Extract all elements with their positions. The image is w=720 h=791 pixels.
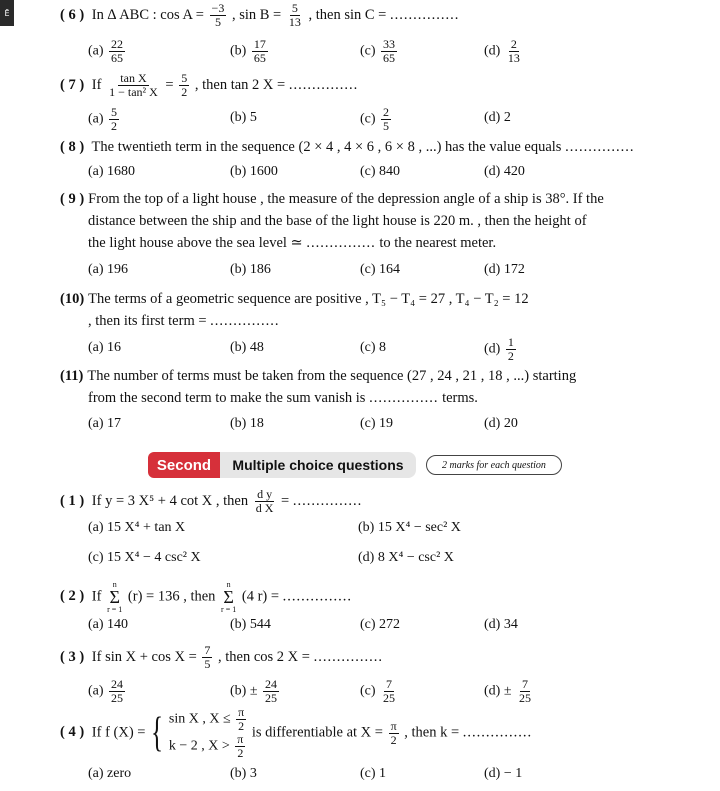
option-b[interactable]: (b) 1600	[230, 164, 278, 179]
question-6: ( 6 ) In ∆ ABC : cos A = $\frac{-3}{5}$ , sin B = $\frac{5}{13}$ , then sin C = ...............	[60, 1, 460, 29]
question-7: ( 7 ) If $\frac{\text{tan X}}{\text{1 − tan² X}}$ = $\frac{5}{2}$ , then tan 2 X = ...............	[60, 71, 359, 99]
fraction: $\frac{-3}{5}$	[211, 1, 225, 29]
option-d[interactable]: (d) 34	[484, 617, 518, 632]
option-b[interactable]: (b) ± $\frac{24}{25}$	[230, 677, 278, 705]
option-b[interactable]: (b) 544	[230, 617, 271, 632]
option-d[interactable]: (d) $\frac{2}{13}$	[484, 37, 520, 65]
option-d[interactable]: (d) 420	[484, 164, 525, 179]
section-label: Second	[148, 452, 220, 478]
option-d[interactable]: (d) 20	[484, 416, 518, 431]
option-a[interactable]: (a) zero	[88, 766, 132, 781]
option-a[interactable]: (a) 1680	[88, 164, 136, 179]
option-b[interactable]: (b) 5	[230, 110, 257, 125]
options-q9	[88, 258, 690, 282]
sigma-sum: n Σ r = 1	[221, 580, 237, 614]
option-a[interactable]: (a) 140	[88, 617, 129, 632]
option-b[interactable]: (b) 15 X⁴ − sec² X	[358, 520, 461, 535]
page-edge-marker: Ē	[0, 0, 14, 26]
option-b[interactable]: (b) 18	[230, 416, 264, 431]
option-c[interactable]: (c) $\frac{2}{5}$	[360, 105, 390, 133]
option-a[interactable]: (a) 17	[88, 416, 122, 431]
option-a[interactable]: (a) $\frac{5}{2}$	[88, 105, 118, 133]
option-b[interactable]: (b) $\frac{17}{65}$	[230, 37, 266, 65]
options-q8	[88, 160, 690, 184]
question-9-line2: distance between the ship and the base of the light house is 220 m. , then the height of	[88, 213, 587, 229]
options-q11	[88, 412, 690, 436]
option-c[interactable]: (c) 15 X⁴ − 4 csc² X	[88, 550, 201, 565]
p2-question-1: ( 1 ) If y = 3 X⁵ + 4 cot X , then $\frac{\text{d y}}{\text{d X}}$ = ...............	[60, 487, 363, 515]
option-b[interactable]: (b) 48	[230, 340, 264, 355]
p2-question-4: ( 4 ) If f (X) = { sin X , X ≤ $\frac{\pi}{2}$ k − 2 , X > $\frac{\pi}{2}$ is differentiable at X = $\frac{\pi}{2}$ , then k = ...............	[60, 705, 533, 760]
option-b[interactable]: (b) 186	[230, 262, 271, 277]
options-q7	[88, 105, 690, 133]
section-title: Multiple choice questions	[220, 452, 416, 478]
question-8: ( 8 ) The twentieth term in the sequence (2 × 4 , 4 × 6 , 6 × 8 , ...) has the value equals ...............	[60, 139, 635, 155]
piecewise-rows: sin X , X ≤ $\frac{\pi}{2}$ k − 2 , X > $\frac{\pi}{2}$	[168, 705, 245, 760]
option-d[interactable]: (d) 8 X⁴ − csc² X	[358, 550, 454, 565]
option-a[interactable]: (a) 196	[88, 262, 129, 277]
option-c[interactable]: (c) 840	[360, 164, 401, 179]
option-d[interactable]: (d) − 1	[484, 766, 523, 781]
question-11-line2: from the second term to make the sum vanish is ............... terms.	[88, 390, 478, 406]
option-d[interactable]: (d) $\frac{1}{2}$	[484, 335, 514, 363]
question-11: (11) The number of terms must be taken from the sequence (27 , 24 , 21 , 18 , ...) starting	[60, 368, 577, 384]
option-c[interactable]: (c) 272	[360, 617, 401, 632]
option-c[interactable]: (c) $\frac{7}{25}$	[360, 677, 396, 705]
option-c[interactable]: (c) 19	[360, 416, 394, 431]
piecewise-brace: {	[151, 710, 164, 756]
option-a[interactable]: (a) $\frac{24}{25}$	[88, 677, 124, 705]
p2-question-2: ( 2 ) If n Σ r = 1 (r) = 136 , then n Σ r = 1 (4 r) = ...............	[60, 580, 353, 614]
p2-question-3: ( 3 ) If sin X + cos X = $\frac{7}{5}$ , then cos 2 X = ...............	[60, 643, 383, 671]
question-9-line3: the light house above the sea level ≃ ............... to the nearest meter.	[88, 235, 497, 251]
question-10-line2: , then its first term = ...............	[88, 313, 280, 329]
question-9: ( 9 ) From the top of a light house , the measure of the depression angle of a ship is 38°. If the	[60, 191, 604, 207]
option-d[interactable]: (d) 2	[484, 110, 511, 125]
option-b[interactable]: (b) 3	[230, 766, 257, 781]
options-q10	[88, 335, 690, 363]
option-d[interactable]: (d) 172	[484, 262, 525, 277]
question-10: (10) The terms of a geometric sequence are positive , T₅ − T₄ = 27 , T₄ − T₂ = 12	[60, 291, 529, 307]
options-p2-q1	[88, 516, 690, 540]
options-p2-q1-row2	[88, 546, 690, 570]
options-p2-q3	[88, 677, 690, 705]
options-p2-q4	[88, 762, 690, 786]
option-c[interactable]: (c) 164	[360, 262, 401, 277]
option-d[interactable]: (d) ± $\frac{7}{25}$	[484, 677, 532, 705]
options-q6	[88, 37, 690, 65]
option-c[interactable]: (c) 1	[360, 766, 387, 781]
option-c[interactable]: (c) 8	[360, 340, 387, 355]
options-p2-q2	[88, 613, 690, 637]
option-a[interactable]: (a) 16	[88, 340, 122, 355]
option-c[interactable]: (c) $\frac{33}{65}$	[360, 37, 396, 65]
sigma-sum: n Σ r = 1	[107, 580, 123, 614]
marks-tag: 2 marks for each question	[426, 455, 562, 475]
option-a[interactable]: (a) $\frac{22}{65}$	[88, 37, 124, 65]
option-a[interactable]: (a) 15 X⁴ + tan X	[88, 520, 186, 535]
